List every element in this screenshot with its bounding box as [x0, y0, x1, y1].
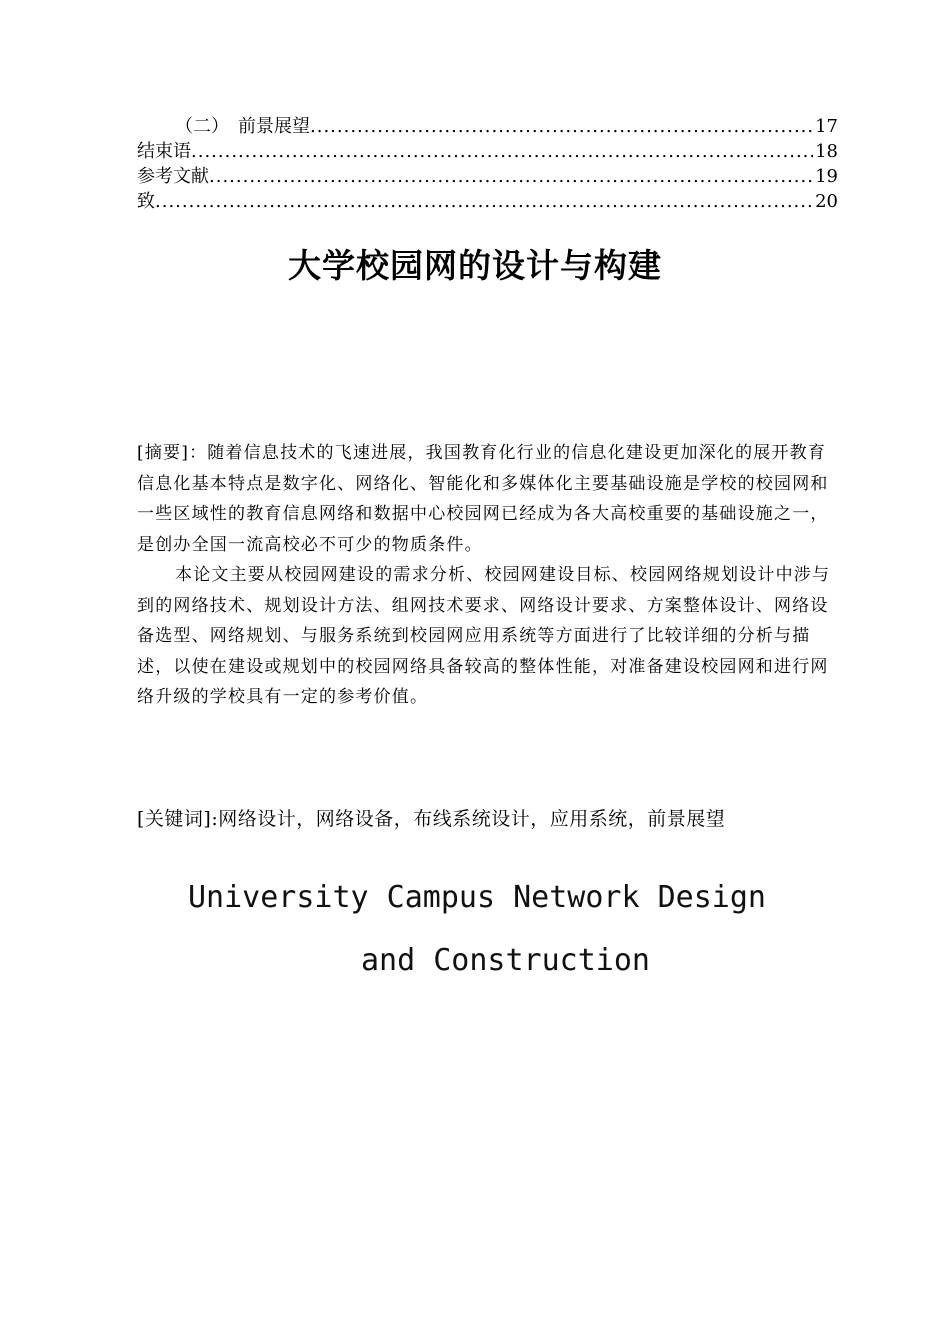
toc-entry-page: 17 — [815, 116, 838, 137]
english-title-line: and Construction — [361, 943, 650, 978]
toc-leader-dots — [310, 114, 813, 139]
toc-entry-page: 18 — [815, 141, 838, 162]
english-title-line: University Campus Network Design — [188, 880, 766, 915]
table-of-contents — [137, 114, 838, 214]
toc-entry[interactable] — [137, 189, 838, 214]
toc-entry-page: 19 — [815, 166, 838, 187]
toc-leader-dots — [155, 189, 813, 214]
keywords: [关键词]:网络设计，网络设备，布线系统设计，应用系统，前景展望 — [137, 808, 726, 830]
toc-entry-label: （二） 前景展望 — [175, 116, 310, 137]
toc-leader-dots — [209, 164, 813, 189]
toc-entry-label: 致 — [137, 191, 155, 212]
toc-leader-dots — [191, 139, 813, 164]
abstract — [137, 438, 843, 713]
toc-entry-label: 结束语 — [137, 141, 191, 162]
abstract-paragraph: [摘要]：随着信息技术的飞速进展，我国教育化行业的信息化建设更加深化的展开教育信息化基本特点是数字化、网络化、智能化和多媒体化主要基础设施是学校的校园网和一些区域性的教育信息网络和数据中心校园网已经成为各大高校重要的基础设施之一，是创办全国一流高校必不可少的物质条件。 — [137, 443, 829, 555]
toc-entry-page: 20 — [815, 191, 838, 212]
document-title: 大学校园网的设计与构建 — [288, 246, 662, 285]
toc-entry-label: 参考文献 — [137, 166, 209, 187]
toc-entry[interactable] — [137, 164, 838, 189]
toc-entry[interactable] — [137, 139, 838, 164]
abstract-paragraph: 本论文主要从校园网建设的需求分析、校园网建设目标、校园网络规划设计中涉与到的网络技术、规划设计方法、组网技术要求、网络设计要求、方案整体设计、网络设备选型、网络规划、与服务系统到校园网应用系统等方面进行了比较详细的分析与描述，以使在建设或规划中的校园网络具备较高的整体性能，对准备建设校园网和进行网络升级的学校具有一定的参考价值。 — [137, 565, 831, 707]
toc-entry[interactable] — [137, 114, 838, 139]
